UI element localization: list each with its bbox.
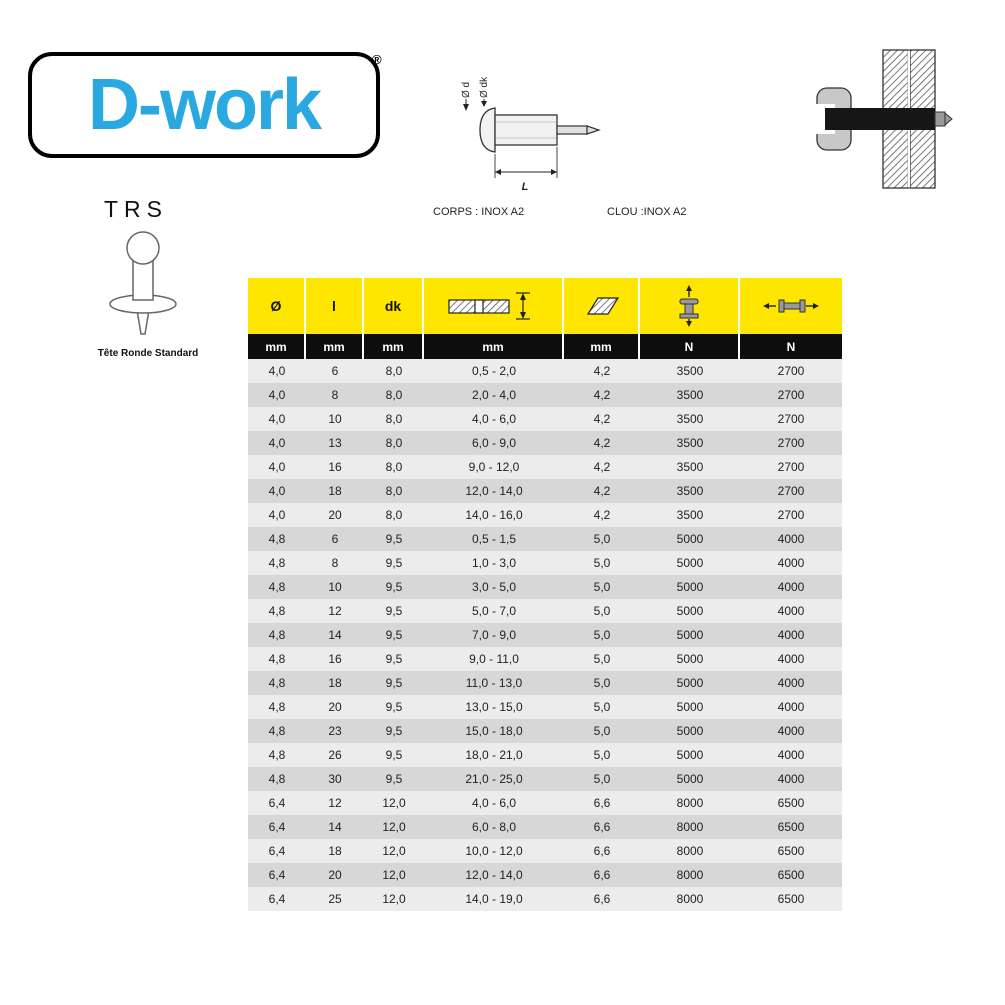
header-diameter-label: Ø (270, 298, 282, 314)
table-cell: 6,0 - 9,0 (471, 436, 517, 450)
brand-logo-text: D-work (87, 65, 321, 145)
trs-rivet-drawing (88, 224, 198, 344)
table-row (248, 671, 842, 695)
table-cell: 20 (328, 700, 342, 714)
table-cell: 4,8 (268, 628, 286, 642)
table-cell: 6500 (777, 844, 805, 858)
unit-cell: mm (564, 334, 640, 359)
table-cell: 4,0 (268, 460, 286, 474)
table-cell: 8,0 (385, 364, 403, 378)
table-cell: 4000 (777, 724, 805, 738)
table-cell: 8,0 (385, 508, 403, 522)
table-cell: 9,0 - 12,0 (468, 460, 520, 474)
unit-cell: N (640, 334, 740, 359)
table-cell: 0,5 - 1,5 (471, 532, 517, 546)
table-cell: 6 (331, 532, 339, 546)
table-cell: 12 (328, 604, 342, 618)
shear-strength-icon (669, 283, 709, 329)
table-cell: 10,0 - 12,0 (465, 844, 523, 858)
product-code: TRS (104, 196, 168, 222)
table-cell: 16 (328, 652, 342, 666)
table-cell: 4000 (777, 628, 805, 642)
table-row (248, 815, 842, 839)
tensile-strength-icon (759, 292, 823, 320)
spec-table (248, 278, 842, 911)
registered-trademark-symbol: ® (372, 52, 382, 67)
table-row (248, 743, 842, 767)
table-cell: 7,0 - 9,0 (471, 628, 517, 642)
table-cell: 2700 (777, 388, 805, 402)
table-cell: 12,0 (382, 796, 406, 810)
table-cell: 13 (328, 436, 342, 450)
table-cell: 12,0 (382, 844, 406, 858)
table-cell: 18 (328, 676, 342, 690)
table-cell: 8000 (676, 868, 704, 882)
table-cell: 6,4 (268, 844, 286, 858)
table-cell: 4000 (777, 748, 805, 762)
table-cell: 4,0 (268, 508, 286, 522)
table-row (248, 551, 842, 575)
table-cell: 5000 (676, 604, 704, 618)
table-cell: 26 (328, 748, 342, 762)
table-row (248, 791, 842, 815)
table-row (248, 839, 842, 863)
table-cell: 9,5 (385, 628, 403, 642)
dim-label-length: L (521, 181, 529, 193)
table-cell: 6,6 (593, 820, 611, 834)
table-cell: 5,0 (593, 580, 611, 594)
unit-cell: mm (364, 334, 424, 359)
table-cell: 6 (331, 364, 339, 378)
table-cell: 14 (328, 628, 342, 642)
table-cell: 5,0 (593, 676, 611, 690)
table-row (248, 767, 842, 791)
table-cell: 5,0 (593, 724, 611, 738)
table-cell: 4,2 (593, 364, 611, 378)
installed-rivet-drawing (795, 46, 960, 196)
table-cell: 6,6 (593, 892, 611, 906)
table-cell: 8,0 (385, 388, 403, 402)
drill-hole-icon (578, 294, 624, 318)
table-cell: 4,8 (268, 700, 286, 714)
header-length (306, 278, 364, 334)
unit-cell: mm (424, 334, 564, 359)
table-cell: 6,4 (268, 796, 286, 810)
table-row (248, 527, 842, 551)
table-cell: 4,2 (593, 412, 611, 426)
table-cell: 5,0 (593, 652, 611, 666)
table-cell: 6500 (777, 892, 805, 906)
table-cell: 8000 (676, 844, 704, 858)
table-cell: 9,5 (385, 748, 403, 762)
table-cell: 3500 (676, 484, 704, 498)
table-cell: 12,0 (382, 892, 406, 906)
table-cell: 5,0 (593, 772, 611, 786)
table-cell: 4,8 (268, 652, 286, 666)
table-cell: 12,0 - 14,0 (465, 868, 523, 882)
table-cell: 3500 (676, 412, 704, 426)
table-cell: 2,0 - 4,0 (471, 388, 517, 402)
table-cell: 4000 (777, 772, 805, 786)
table-cell: 9,0 - 11,0 (469, 652, 519, 666)
table-row (248, 359, 842, 383)
table-cell: 13,0 - 15,0 (465, 700, 523, 714)
table-cell: 12,0 - 14,0 (465, 484, 523, 498)
table-cell: 4000 (777, 652, 805, 666)
table-cell: 5,0 (593, 604, 611, 618)
table-row (248, 455, 842, 479)
table-cell: 5,0 (593, 748, 611, 762)
table-cell: 20 (328, 868, 342, 882)
table-cell: 2700 (777, 508, 805, 522)
table-cell: 3500 (676, 364, 704, 378)
table-cell: 4,8 (268, 604, 286, 618)
table-cell: 5000 (676, 556, 704, 570)
table-row (248, 719, 842, 743)
table-cell: 4,2 (593, 388, 611, 402)
table-cell: 12,0 (382, 820, 406, 834)
table-cell: 4000 (777, 676, 805, 690)
table-cell: 2700 (777, 484, 805, 498)
table-cell: 6,6 (593, 868, 611, 882)
header-drill-hole (564, 278, 640, 334)
table-cell: 15,0 - 18,0 (465, 724, 523, 738)
table-cell: 5,0 (593, 628, 611, 642)
nail-material-label: CLOU :INOX A2 (607, 206, 687, 218)
table-cell: 18 (328, 844, 342, 858)
table-cell: 4,0 (268, 388, 286, 402)
table-cell: 5000 (676, 532, 704, 546)
table-cell: 6500 (777, 820, 805, 834)
body-material-label: CORPS : INOX A2 (433, 206, 525, 218)
table-cell: 9,5 (385, 724, 403, 738)
table-cell: 9,5 (385, 676, 403, 690)
table-row (248, 623, 842, 647)
table-cell: 2700 (777, 364, 805, 378)
table-cell: 4,8 (268, 580, 286, 594)
table-cell: 5000 (676, 700, 704, 714)
table-row (248, 575, 842, 599)
table-cell: 4,8 (268, 532, 286, 546)
table-header-row (248, 278, 842, 334)
table-cell: 12 (328, 796, 342, 810)
table-cell: 6,6 (593, 796, 611, 810)
table-cell: 8,0 (385, 436, 403, 450)
table-cell: 4,8 (268, 724, 286, 738)
table-cell: 5000 (676, 580, 704, 594)
table-cell: 4,2 (593, 484, 611, 498)
table-row (248, 887, 842, 911)
table-cell: 5000 (676, 748, 704, 762)
table-cell: 25 (328, 892, 342, 906)
table-cell: 4,2 (593, 508, 611, 522)
table-cell: 6,4 (268, 820, 286, 834)
table-cell: 2700 (777, 412, 805, 426)
table-cell: 9,5 (385, 580, 403, 594)
table-cell: 3500 (676, 436, 704, 450)
table-cell: 9,5 (385, 532, 403, 546)
table-cell: 20 (328, 508, 342, 522)
table-cell: 4,0 - 6,0 (471, 412, 517, 426)
table-units-row (248, 334, 842, 359)
table-cell: 21,0 - 25,0 (465, 772, 523, 786)
unit-cell: mm (248, 334, 306, 359)
table-cell: 0,5 - 2,0 (471, 364, 517, 378)
table-body (248, 359, 842, 911)
table-cell: 11,0 - 13,0 (465, 676, 523, 690)
table-cell: 9,5 (385, 700, 403, 714)
table-cell: 4,0 (268, 412, 286, 426)
table-cell: 12,0 (382, 868, 406, 882)
table-cell: 5000 (676, 652, 704, 666)
table-cell: 4,2 (593, 460, 611, 474)
table-cell: 8000 (676, 796, 704, 810)
table-cell: 30 (328, 772, 342, 786)
table-cell: 4,0 - 6,0 (471, 796, 517, 810)
table-cell: 10 (328, 580, 342, 594)
table-cell: 8,0 (385, 460, 403, 474)
table-cell: 2700 (777, 460, 805, 474)
table-cell: 6,0 - 8,0 (471, 820, 517, 834)
table-cell: 4000 (777, 700, 805, 714)
dim-label-body-diameter: Ø d (461, 81, 472, 98)
table-cell: 2700 (777, 436, 805, 450)
table-cell: 4,0 (268, 484, 286, 498)
table-row (248, 863, 842, 887)
table-cell: 3500 (676, 508, 704, 522)
table-cell: 10 (328, 412, 342, 426)
table-cell: 4,0 (268, 364, 286, 378)
table-cell: 5000 (676, 676, 704, 690)
table-cell: 5,0 (593, 556, 611, 570)
table-cell: 14,0 - 19,0 (465, 892, 523, 906)
table-cell: 8,0 (385, 484, 403, 498)
table-cell: 8 (331, 388, 339, 402)
table-cell: 16 (328, 460, 342, 474)
header-head-diameter (364, 278, 424, 334)
table-cell: 3500 (676, 388, 704, 402)
table-cell: 4,8 (268, 676, 286, 690)
unit-cell: N (786, 339, 796, 354)
table-row (248, 503, 842, 527)
table-cell: 23 (328, 724, 342, 738)
table-row (248, 431, 842, 455)
table-cell: 5000 (676, 628, 704, 642)
dim-label-head-diameter: Ø dk (479, 76, 490, 98)
table-cell: 6,4 (268, 868, 286, 882)
table-cell: 6,6 (593, 844, 611, 858)
table-row (248, 599, 842, 623)
table-cell: 1,0 - 3,0 (471, 556, 517, 570)
table-cell: 5,0 (593, 532, 611, 546)
table-row (248, 383, 842, 407)
brand-logo (28, 52, 380, 158)
table-cell: 8000 (676, 892, 704, 906)
table-cell: 4000 (777, 604, 805, 618)
table-cell: 4,8 (268, 556, 286, 570)
table-cell: 4,8 (268, 772, 286, 786)
table-cell: 9,5 (385, 772, 403, 786)
table-cell: 6500 (777, 796, 805, 810)
header-shear-strength (640, 278, 740, 334)
table-cell: 4000 (777, 556, 805, 570)
table-cell: 8,0 (385, 412, 403, 426)
table-cell: 8 (331, 556, 339, 570)
header-grip-range (424, 278, 564, 334)
grip-range-icon (445, 291, 541, 321)
table-cell: 4,0 (268, 436, 286, 450)
table-row (248, 695, 842, 719)
table-cell: 4,2 (593, 436, 611, 450)
table-cell: 5,0 - 7,0 (471, 604, 517, 618)
table-row (248, 479, 842, 503)
table-cell: 18 (328, 484, 342, 498)
rivet-dimension-drawing (425, 52, 605, 202)
header-head-diameter-label: dk (384, 298, 402, 314)
table-cell: 5,0 (593, 700, 611, 714)
table-row (248, 647, 842, 671)
table-cell: 5000 (676, 772, 704, 786)
table-cell: 9,5 (385, 556, 403, 570)
table-row (248, 407, 842, 431)
table-cell: 4000 (777, 532, 805, 546)
table-cell: 9,5 (385, 604, 403, 618)
header-length-label: l (332, 298, 336, 314)
table-cell: 5000 (676, 724, 704, 738)
table-cell: 14 (328, 820, 342, 834)
table-cell: 6,4 (268, 892, 286, 906)
table-cell: 4,8 (268, 748, 286, 762)
table-cell: 18,0 - 21,0 (465, 748, 523, 762)
unit-cell: mm (306, 334, 364, 359)
table-cell: 3500 (676, 460, 704, 474)
table-cell: 9,5 (385, 652, 403, 666)
header-tensile-strength (740, 278, 842, 334)
header-diameter (248, 278, 306, 334)
table-cell: 14,0 - 16,0 (465, 508, 523, 522)
head-type-label: Tête Ronde Standard (97, 348, 199, 359)
table-cell: 4000 (777, 580, 805, 594)
table-cell: 6500 (777, 868, 805, 882)
table-cell: 3,0 - 5,0 (471, 580, 517, 594)
table-cell: 8000 (676, 820, 704, 834)
